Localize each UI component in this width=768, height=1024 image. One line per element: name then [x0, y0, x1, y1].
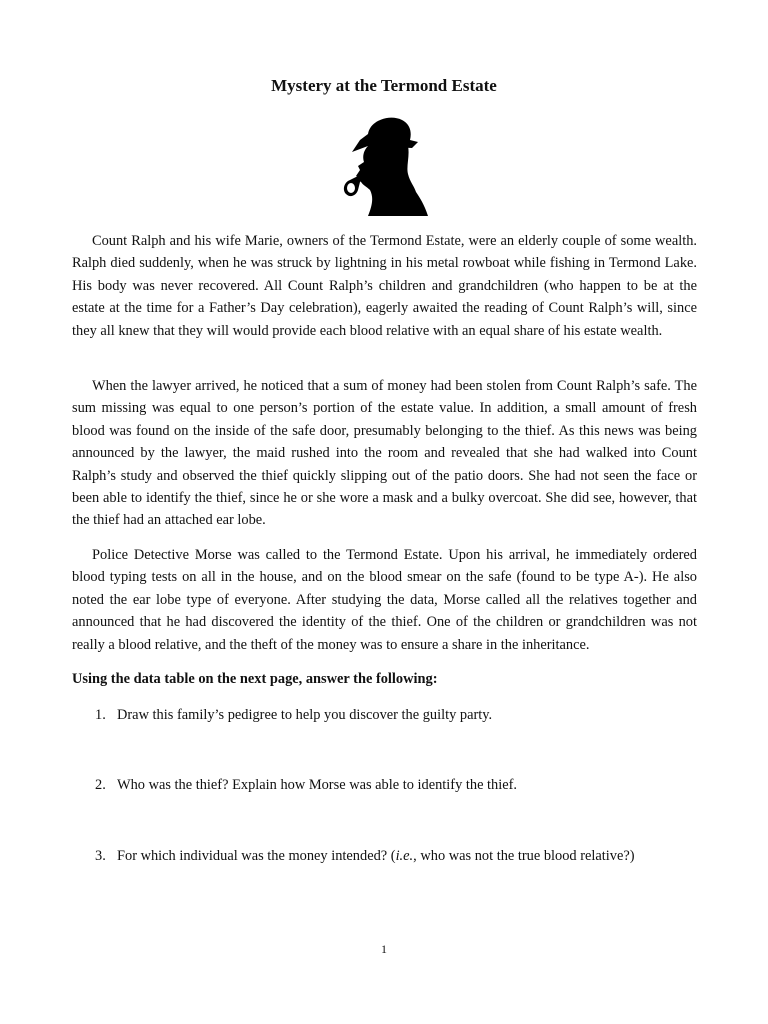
question-2 [95, 774, 517, 796]
paragraph-1-text: Count Ralph and his wife Marie, owners of the Termond Estate, were an elderly couple of some wealth. Ralph died suddenly, when he was struck by lightning in his metal rowboat while fishing in Termond Lake. His body was never recovered. All Count Ralph’s children and grandchildren (who happen to be at the estate at the time for a Father’s Day celebration), eagerly awaited the reading of Count Ralph’s will, since they all knew that they will would provide each blood relative with an equal share of his estate wealth. [72, 233, 697, 339]
question-text-italic: i.e. [395, 848, 414, 864]
instructions-heading: Using the data table on the next page, answer the following: [72, 671, 438, 687]
question-text: Who was the thief? Explain how Morse was able to identify the thief. [117, 777, 518, 793]
document-title: Mystery at the Termond Estate [271, 76, 497, 95]
paragraph-3 [72, 544, 697, 656]
paragraph-2 [72, 375, 697, 532]
paragraph-1 [72, 230, 697, 342]
question-text-end: , who was not the true blood relative?) [413, 848, 635, 864]
question-number: 2. [95, 777, 106, 793]
question-number: 3. [95, 848, 106, 864]
paragraph-3-text: Police Detective Morse was called to the Termond Estate. Upon his arrival, he immediately ordered blood typing tests on all in the house, and on the blood smear on the safe (found to be type A-). He also noted the ear lobe type of everyone. After studying the data, Morse called all the relatives together and announced that he had discovered the identity of the thief. One of the children or grandchildren was not really a blood relative, and the theft of the money was to ensure a share in the inheritance. [72, 547, 697, 653]
paragraph-2-text: When the lawyer arrived, he noticed that a sum of money had been stolen from Count Ralph’s safe. The sum missing was equal to one person’s portion of the estate value. In addition, a small amount of fresh blood was found on the inside of the safe door, presumably belonging to the thief. As this news was being announced by the lawyer, the maid rushed into the room and revealed that she had walked into Count Ralph’s study and observed the thief quickly slipping out of the patio doors. She had not seen the face or been able to identify the thief, since he or she wore a mask and a bulky overcoat. She did see, however, that the thief had an attached ear lobe. [72, 378, 697, 529]
question-number: 1. [95, 707, 106, 723]
question-text: Draw this family’s pedigree to help you discover the guilty party. [117, 707, 493, 723]
question-text-start: For which individual was the money intended? ( [117, 848, 396, 864]
page-number: 1 [381, 942, 387, 956]
detective-silhouette-icon [338, 112, 430, 216]
question-1 [95, 704, 492, 726]
question-3 [95, 845, 635, 867]
question-text [117, 845, 635, 867]
